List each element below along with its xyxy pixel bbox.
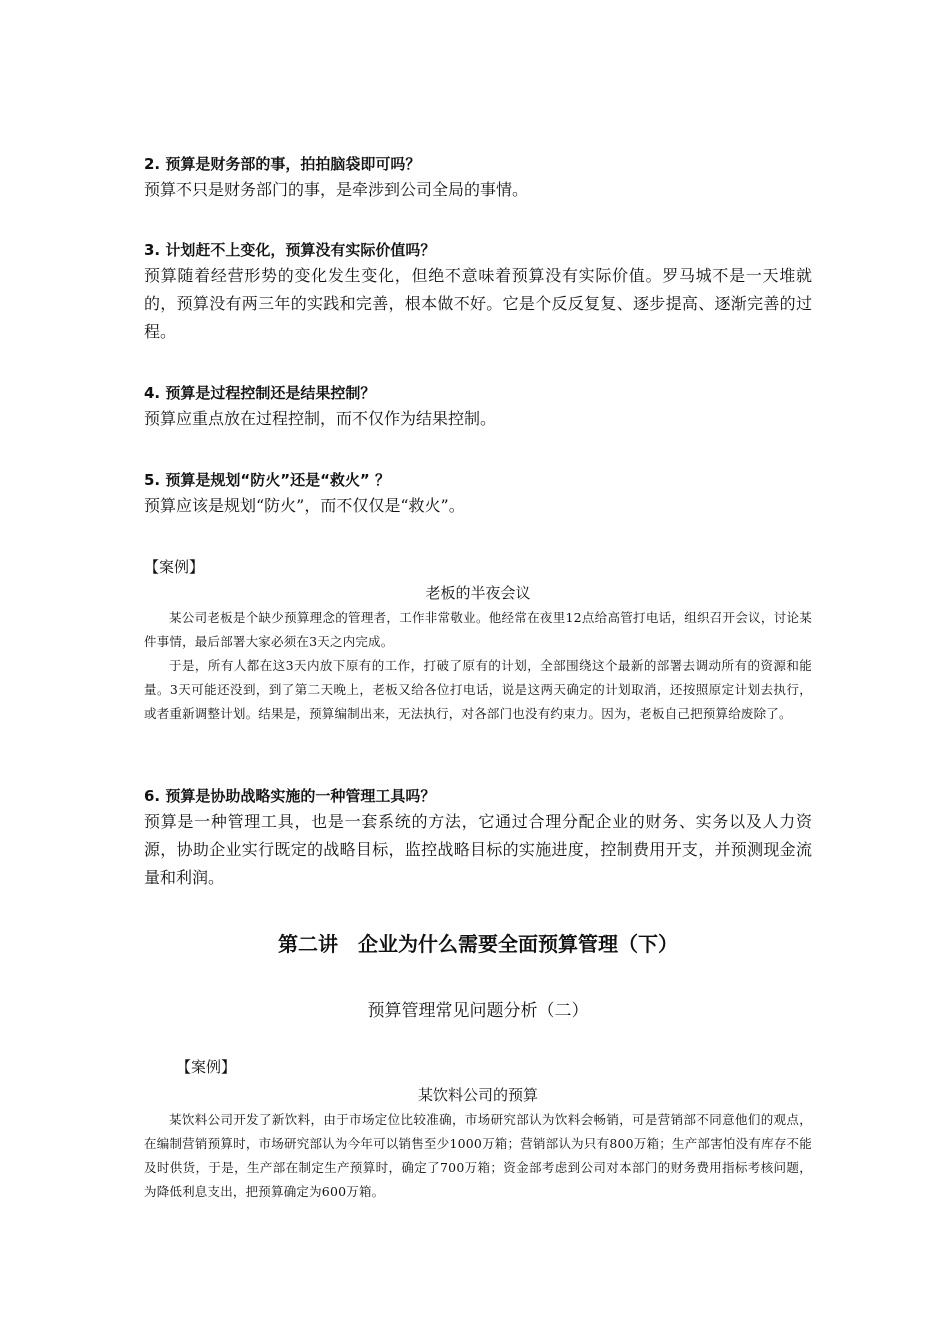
section-answer: 预算随着经营形势的变化发生变化，但绝不意味着预算没有实际价值。罗马城不是一天堆就的，预算没有两三年的实践和完善，根本做不好。它是个反反复复、逐步提高、逐渐完善的过程。 xyxy=(144,266,812,341)
case-paragraph: 于是，所有人都在这3天内放下原有的工作，打破了原有的计划，全部围绕这个最新的部署去调动所有的资源和能量。3天可能还没到，到了第二天晚上，老板又给各位打电话，说是这两天确定的计划取消，还按照原定计划去执行，或者重新调整计划。结果是，预算编制出来，无法执行，对各部门也没有约束力。因为，老板自己把预算给废除了。 xyxy=(144,658,812,721)
case-title: 老板的半夜会议 xyxy=(425,584,531,602)
case-title: 某饮料公司的预算 xyxy=(417,1086,538,1104)
section-4 xyxy=(144,383,812,433)
case-paragraph: 某饮料公司开发了新饮料，由于市场定位比较准确，市场研究部认为饮料会畅销，可是营销部不同意他们的观点，在编制营销预算时，市场研究部认为今年可以销售至少1000万箱；营销部认为只有800万箱；生产部害怕没有库存不能及时供货，于是，生产部在制定生产预算时，确定了700万箱；资金部考虑到公司对本部门的财务费用指标考核问题，为降低利息支出，把预算确定为600万箱。 xyxy=(144,1112,812,1199)
case-block-2 xyxy=(144,1056,812,1204)
subtitle-block xyxy=(144,996,812,1021)
section-6 xyxy=(144,786,812,892)
section-subtitle: 预算管理常见问题分析（二） xyxy=(367,1001,589,1021)
section-question: 4. 预算是过程控制还是结果控制？ xyxy=(144,384,376,402)
section-answer: 预算不只是财务部门的事，是牵涉到公司全局的事情。 xyxy=(144,180,529,199)
lecture-title: 第二讲 企业为什么需要全面预算管理（下） xyxy=(278,932,678,956)
section-question: 2. 预算是财务部的事，拍拍脑袋即可吗？ xyxy=(144,155,421,173)
section-answer: 预算应该是规划“防火”，而不仅仅是“救火”。 xyxy=(144,496,465,515)
case-block-1 xyxy=(144,556,812,726)
section-question: 6. 预算是协助战略实施的一种管理工具吗？ xyxy=(144,787,436,805)
lecture-heading xyxy=(144,928,812,957)
section-answer: 预算是一种管理工具，也是一套系统的方法，它通过合理分配企业的财务、实务以及人力资源，协助企业实行既定的战略目标，监控战略目标的实施进度，控制费用开支，并预测现金流量和利润。 xyxy=(144,812,812,887)
section-5 xyxy=(144,470,812,520)
section-answer: 预算应重点放在过程控制，而不仅作为结果控制。 xyxy=(144,409,497,428)
case-tag: 【案例】 xyxy=(144,558,205,576)
section-2 xyxy=(144,154,812,204)
section-question: 3. 计划赶不上变化，预算没有实际价值吗？ xyxy=(144,241,436,259)
case-tag: 【案例】 xyxy=(176,1058,237,1076)
section-3 xyxy=(144,240,812,346)
case-paragraph: 某公司老板是个缺少预算理念的管理者，工作非常敬业。他经常在夜里12点给高管打电话，组织召开会议，讨论某件事情，最后部署大家必须在3天之内完成。 xyxy=(144,610,812,649)
section-question: 5. 预算是规划“防火”还是“救火” ？ xyxy=(144,471,391,489)
